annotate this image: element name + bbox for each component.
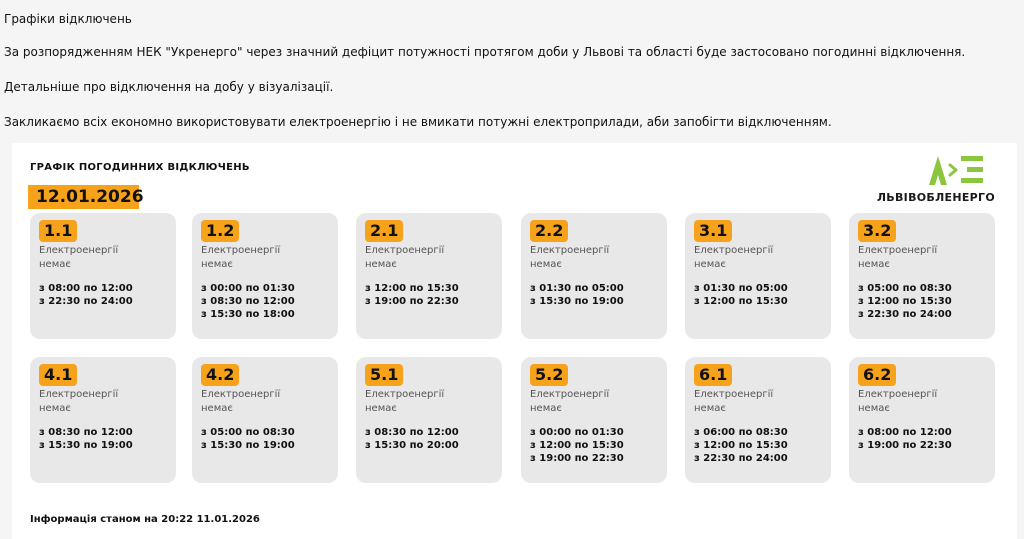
group-status xyxy=(201,244,331,272)
outage-time-range: з 12:00 по 15:30 xyxy=(858,296,952,307)
status-line: Електроенергії xyxy=(530,245,610,256)
group-status xyxy=(694,388,824,416)
outage-time-range: з 19:00 по 22:30 xyxy=(365,296,459,307)
schedule-title: ГРАФІК ПОГОДИННИХ ВІДКЛЮЧЕНЬ xyxy=(30,162,250,173)
group-number-badge: 6.2 xyxy=(858,364,896,386)
group-status xyxy=(365,244,495,272)
outage-time-range: з 08:30 по 12:00 xyxy=(365,427,459,438)
outage-time-range: з 15:30 по 19:00 xyxy=(530,296,624,307)
outage-time-range: з 12:00 по 15:30 xyxy=(530,440,624,451)
schedule-date-badge: 12.01.2026 xyxy=(28,185,139,209)
outage-time-range: з 22:30 по 24:00 xyxy=(694,453,788,464)
group-status xyxy=(201,388,331,416)
group-card xyxy=(30,357,176,483)
outage-time-range: з 22:30 по 24:00 xyxy=(858,309,952,320)
outage-times xyxy=(858,282,993,321)
outage-time-range: з 15:30 по 20:00 xyxy=(365,440,459,451)
outage-time-range: з 15:30 по 19:00 xyxy=(201,440,295,451)
status-line: немає xyxy=(530,403,562,414)
group-card xyxy=(192,213,338,339)
status-line: немає xyxy=(858,259,890,270)
outage-time-range: з 08:00 по 12:00 xyxy=(858,427,952,438)
outage-times xyxy=(694,426,829,465)
group-status xyxy=(858,244,988,272)
outage-time-range: з 01:30 по 05:00 xyxy=(694,283,788,294)
group-status xyxy=(39,244,169,272)
outage-times xyxy=(858,426,993,452)
outage-time-range: з 15:30 по 19:00 xyxy=(39,440,133,451)
status-line: Електроенергії xyxy=(858,389,938,400)
intro-paragraph: Детальніше про відключення на добу у візуалізації. xyxy=(4,80,334,94)
status-line: Електроенергії xyxy=(365,389,445,400)
lvivoblenergo-logo xyxy=(865,151,995,207)
group-card xyxy=(356,213,502,339)
status-line: немає xyxy=(530,259,562,270)
outage-time-range: з 05:00 по 08:30 xyxy=(858,283,952,294)
group-status xyxy=(694,244,824,272)
outage-time-range: з 05:00 по 08:30 xyxy=(201,427,295,438)
intro-heading: Графіки відключень xyxy=(4,12,132,26)
group-number-badge: 4.1 xyxy=(39,364,77,386)
outage-time-range: з 08:00 по 12:00 xyxy=(39,283,133,294)
outage-times xyxy=(365,426,500,452)
group-number-badge: 1.2 xyxy=(201,220,239,242)
group-card xyxy=(849,213,995,339)
status-line: немає xyxy=(858,403,890,414)
group-status xyxy=(858,388,988,416)
status-line: Електроенергії xyxy=(694,389,774,400)
group-number-badge: 6.1 xyxy=(694,364,732,386)
outage-time-range: з 06:00 по 08:30 xyxy=(694,427,788,438)
outage-times xyxy=(365,282,500,308)
status-line: немає xyxy=(365,259,397,270)
outage-time-range: з 08:30 по 12:00 xyxy=(39,427,133,438)
group-status xyxy=(39,388,169,416)
group-status xyxy=(530,244,660,272)
outage-times xyxy=(201,282,336,321)
group-card xyxy=(192,357,338,483)
logo-mark-icon xyxy=(925,153,987,187)
status-line: Електроенергії xyxy=(858,245,938,256)
status-line: немає xyxy=(39,259,71,270)
group-card xyxy=(30,213,176,339)
group-card xyxy=(685,357,831,483)
outage-times xyxy=(201,426,336,452)
group-card xyxy=(521,213,667,339)
status-line: немає xyxy=(694,259,726,270)
group-number-badge: 3.2 xyxy=(858,220,896,242)
status-line: немає xyxy=(365,403,397,414)
group-number-badge: 2.2 xyxy=(530,220,568,242)
group-number-badge: 5.1 xyxy=(365,364,403,386)
status-line: Електроенергії xyxy=(39,245,119,256)
outage-time-range: з 12:00 по 15:30 xyxy=(694,296,788,307)
group-number-badge: 5.2 xyxy=(530,364,568,386)
group-number-badge: 4.2 xyxy=(201,364,239,386)
outage-times xyxy=(530,282,665,308)
group-number-badge: 2.1 xyxy=(365,220,403,242)
schedule-infographic xyxy=(12,143,1017,539)
status-line: немає xyxy=(694,403,726,414)
outage-time-range: з 19:00 по 22:30 xyxy=(858,440,952,451)
status-line: Електроенергії xyxy=(365,245,445,256)
group-number-badge: 1.1 xyxy=(39,220,77,242)
status-line: немає xyxy=(39,403,71,414)
group-status xyxy=(530,388,660,416)
intro-paragraph: За розпорядженням НЕК "Укренерго" через значний дефіцит потужності протягом доби у Львові та області буде застосовано погодинні відключення. xyxy=(4,45,966,59)
status-line: Електроенергії xyxy=(201,389,281,400)
logo-text: ЛЬВІВОБЛЕНЕРГО xyxy=(876,191,995,204)
status-line: немає xyxy=(201,403,233,414)
group-card xyxy=(356,357,502,483)
group-card xyxy=(849,357,995,483)
outage-time-range: з 08:30 по 12:00 xyxy=(201,296,295,307)
outage-times xyxy=(39,426,174,452)
outage-times xyxy=(39,282,174,308)
status-line: Електроенергії xyxy=(201,245,281,256)
outage-times xyxy=(530,426,665,465)
group-number-badge: 3.1 xyxy=(694,220,732,242)
outage-time-range: з 00:00 по 01:30 xyxy=(530,427,624,438)
outage-time-range: з 22:30 по 24:00 xyxy=(39,296,133,307)
group-card xyxy=(685,213,831,339)
outage-time-range: з 00:00 по 01:30 xyxy=(201,283,295,294)
outage-time-range: з 12:00 по 15:30 xyxy=(365,283,459,294)
group-status xyxy=(365,388,495,416)
outage-time-range: з 01:30 по 05:00 xyxy=(530,283,624,294)
status-line: Електроенергії xyxy=(530,389,610,400)
status-line: Електроенергії xyxy=(694,245,774,256)
outage-time-range: з 19:00 по 22:30 xyxy=(530,453,624,464)
status-line: Електроенергії xyxy=(39,389,119,400)
intro-paragraph: Закликаємо всіх економно використовувати електроенергію і не вмикати потужні електроприлади, аби запобігти відключенням. xyxy=(4,115,832,129)
info-timestamp: Інформація станом на 20:22 11.01.2026 xyxy=(30,514,260,525)
outage-time-range: з 12:00 по 15:30 xyxy=(694,440,788,451)
outage-time-range: з 15:30 по 18:00 xyxy=(201,309,295,320)
status-line: немає xyxy=(201,259,233,270)
group-card xyxy=(521,357,667,483)
outage-times xyxy=(694,282,829,308)
